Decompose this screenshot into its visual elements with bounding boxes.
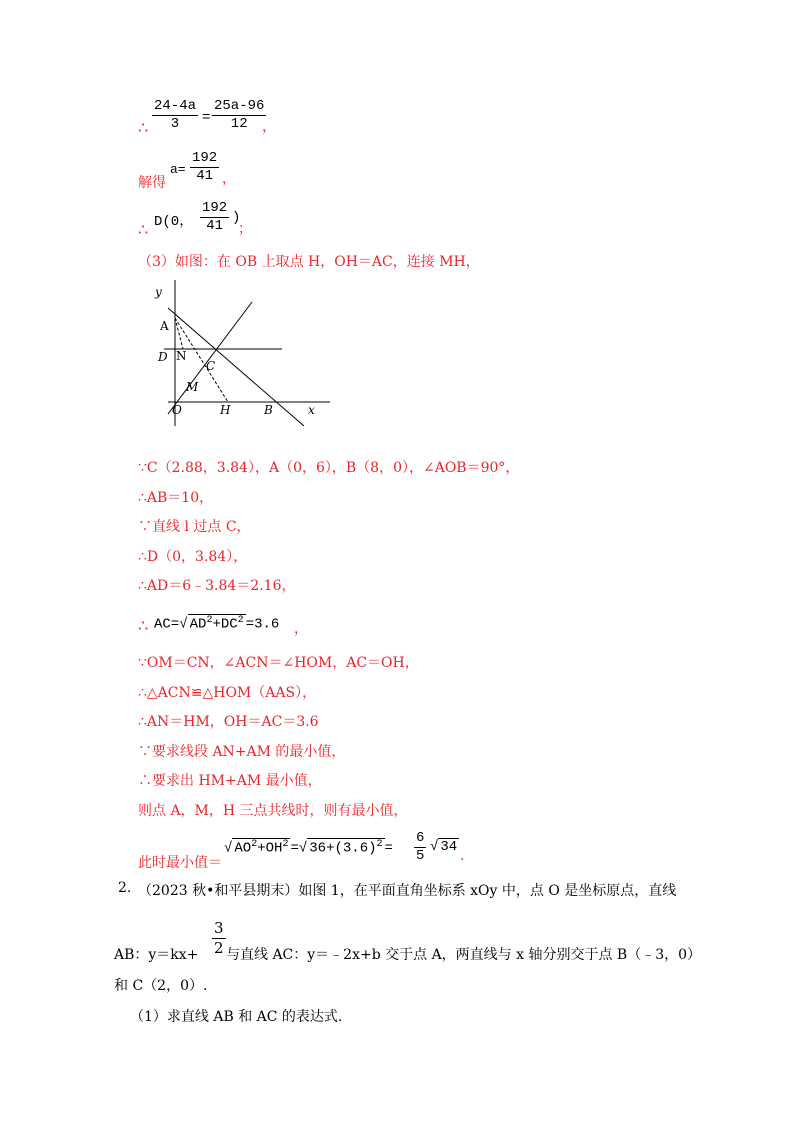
comma: ，	[222, 171, 236, 187]
line-ab-text: AB：y＝kx+	[114, 947, 199, 963]
problem-2-line-3: 和 C（2，0）.	[114, 978, 208, 994]
text-line-8: ∴D（0，3.84），	[138, 549, 248, 565]
text-line-14: ∵要求线段 AN+AM 的最小值，	[138, 744, 346, 760]
a-equals: a=	[170, 162, 186, 177]
sqrt-34-wrap	[430, 838, 459, 855]
dashed-an	[175, 318, 183, 349]
fraction-d-den: 41	[206, 218, 224, 234]
fraction-num: 3	[214, 919, 224, 937]
ac-expression	[154, 614, 279, 633]
close-paren: )	[232, 210, 241, 226]
fraction-1-num: 24-4a	[154, 98, 197, 114]
sqrt-content	[188, 614, 246, 633]
sqrt-ao-oh	[232, 838, 290, 857]
label-x: x	[308, 403, 315, 417]
sqrt-sign: √	[224, 840, 233, 857]
min-expression	[224, 838, 393, 857]
min-value-label: 此时最小值＝	[138, 855, 222, 871]
label-y: y	[155, 285, 162, 299]
fraction-d-num: 192	[202, 200, 228, 216]
fraction-2-den: 12	[230, 116, 248, 132]
therefore-symbol: ∴	[138, 220, 149, 239]
sup-2: 2	[251, 839, 258, 850]
label-b: B	[264, 403, 273, 417]
sqrt-34: 34	[440, 839, 458, 855]
sup-2: 2	[237, 615, 244, 626]
ac-right: =3.6	[245, 616, 280, 633]
label-a: A	[160, 319, 169, 333]
rad-dc: +DC	[212, 616, 238, 633]
ac-left: AC=	[154, 616, 180, 633]
fraction-a-num: 192	[192, 150, 218, 166]
text-line-12: ∴△ACN≌△HOM（AAS），	[138, 685, 317, 701]
period: .	[460, 848, 465, 864]
label-o: O	[172, 403, 182, 417]
rad-oh: +OH	[257, 840, 283, 857]
text-line-5: ∵C（2.88，3.84），A（0，6），B（8，0），∠AOB＝90°，	[138, 460, 520, 476]
therefore-symbol: ∴	[138, 616, 149, 635]
solve-label: 解得	[138, 175, 166, 191]
fraction-a-den: 41	[196, 168, 214, 184]
label-h: H	[220, 403, 231, 417]
problem-2-line-4: （1）求直线 AB 和 AC 的表达式.	[130, 1009, 343, 1025]
semicolon: ；	[238, 221, 252, 237]
fraction-2	[212, 98, 266, 133]
comma: ，	[262, 119, 276, 135]
text-line-15: ∴要求出 HM+AM 最小值，	[138, 773, 322, 789]
problem-2-line-1: （2023 秋•和平县期末）如图 1，在平面直角坐标系 xOy 中，点 O 是坐标原点，直线	[138, 883, 677, 899]
fraction-num: 6	[416, 830, 425, 846]
equals: =	[290, 840, 299, 857]
fraction-2-num: 25a-96	[214, 98, 265, 114]
geometry-figure	[150, 278, 340, 430]
equals: =	[202, 110, 211, 126]
label-d: D	[158, 350, 168, 364]
fraction-d	[200, 200, 229, 235]
sup-2: 2	[206, 615, 213, 626]
line-ac-text: 与直线 AC：y＝﹣2x+b 交于点 A，两直线与 x 轴分别交于点 B（﹣3，0）	[226, 947, 702, 963]
sqrt-sign: √	[430, 839, 439, 855]
sqrt-36	[307, 838, 384, 857]
text-line-16: 则点 A，M，H 三点共线时，则有最小值，	[138, 803, 408, 819]
sup-2: 2	[282, 839, 289, 850]
text-line-13: ∴AN＝HM，OH＝AC＝3.6	[138, 714, 319, 730]
sqrt-sign: √	[298, 840, 308, 857]
problem-2-number: 2.	[118, 880, 132, 896]
text-line-4: （3）如图：在 OB 上取点 H，OH＝AC，连接 MH，	[138, 254, 480, 270]
fraction-den: 2	[214, 939, 224, 957]
text-line-7: ∵直线 l 过点 C，	[138, 519, 251, 535]
fraction-a	[190, 150, 219, 185]
label-n: N	[176, 349, 187, 363]
fraction-1-den: 3	[170, 116, 180, 132]
fraction-3-2	[212, 918, 226, 957]
therefore-symbol: ∴	[138, 118, 149, 137]
rad-ad: AD	[189, 616, 207, 633]
text-line-6: ∴AB＝10，	[138, 490, 214, 506]
line-ab	[168, 308, 304, 426]
fraction-1	[152, 98, 198, 133]
fraction-den: 5	[416, 848, 425, 864]
equals: =	[384, 840, 393, 857]
rad-ao: AO	[234, 840, 252, 857]
text-line-9: ∴AD＝6﹣3.84＝2.16，	[138, 578, 296, 594]
text-line-11: ∵OM＝CN，∠ACN＝∠HOM，AC＝OH，	[138, 655, 419, 671]
sqrt-sign: √	[179, 616, 188, 633]
sup-2: 2	[376, 839, 383, 850]
fraction-6-5	[414, 830, 426, 865]
label-m: M	[186, 380, 199, 394]
point-d: D(0，	[154, 214, 194, 230]
comma: ，	[294, 621, 308, 637]
rad-36: 36+(3.6)	[309, 840, 377, 857]
label-c: C	[206, 359, 216, 373]
